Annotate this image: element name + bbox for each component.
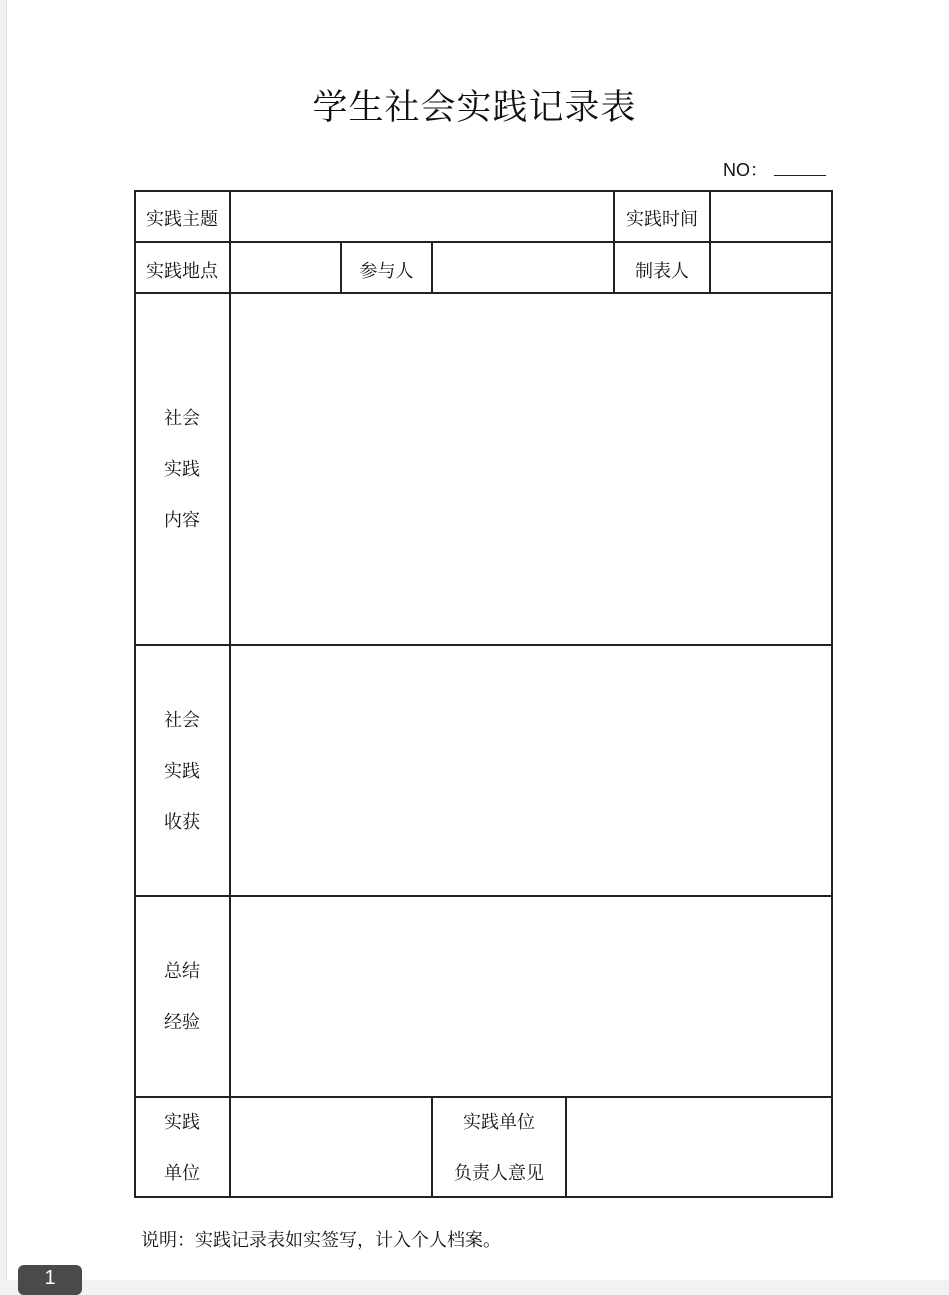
participants-field[interactable] [433,243,613,292]
gains-label-line: 收获 [164,811,200,833]
summary-label-line: 总结 [164,961,200,982]
content-label-line: 社会 [164,408,200,429]
creator-field[interactable] [711,243,831,292]
content-label-line: 实践 [164,459,200,480]
unit-opinion-field[interactable] [567,1098,831,1196]
unit-label-line: 单位 [164,1163,200,1184]
participants-label: 参与人 [359,261,414,282]
gains-label [134,646,230,896]
unit-opinion-label [432,1098,566,1198]
time-field[interactable] [711,192,831,241]
table-border-right [831,190,833,1198]
unit-label [134,1098,230,1198]
summary-field[interactable] [231,897,831,1096]
unit-opinion-label-line: 负责人意见 [454,1163,544,1184]
serial-number-label: NO： [723,160,768,180]
serial-number-field[interactable] [774,158,826,176]
topic-field[interactable] [231,192,613,241]
time-label: 实践时间 [626,209,698,230]
content-field[interactable] [231,294,831,644]
topic-label: 实践主题 [146,209,218,230]
content-label-line: 内容 [164,510,200,531]
serial-number [723,156,826,182]
footnote: 说明：实践记录表如实签写，计入个人档案。 [141,1230,501,1251]
summary-label-line: 经验 [164,1012,200,1033]
place-label: 实践地点 [146,261,218,282]
unit-field[interactable] [231,1098,431,1196]
gains-label-line: 社会 [164,709,200,731]
gains-label-line: 实践 [164,760,200,782]
unit-label-line: 实践 [164,1112,200,1133]
gains-field[interactable] [231,646,831,895]
summary-label [134,897,230,1097]
creator-label: 制表人 [635,261,689,282]
unit-opinion-label-line: 实践单位 [463,1112,535,1133]
page-title: 学生社会实践记录表 [312,88,637,128]
content-label [134,294,230,645]
place-field[interactable] [231,243,340,292]
page-number-tab[interactable]: 1 [18,1265,82,1295]
